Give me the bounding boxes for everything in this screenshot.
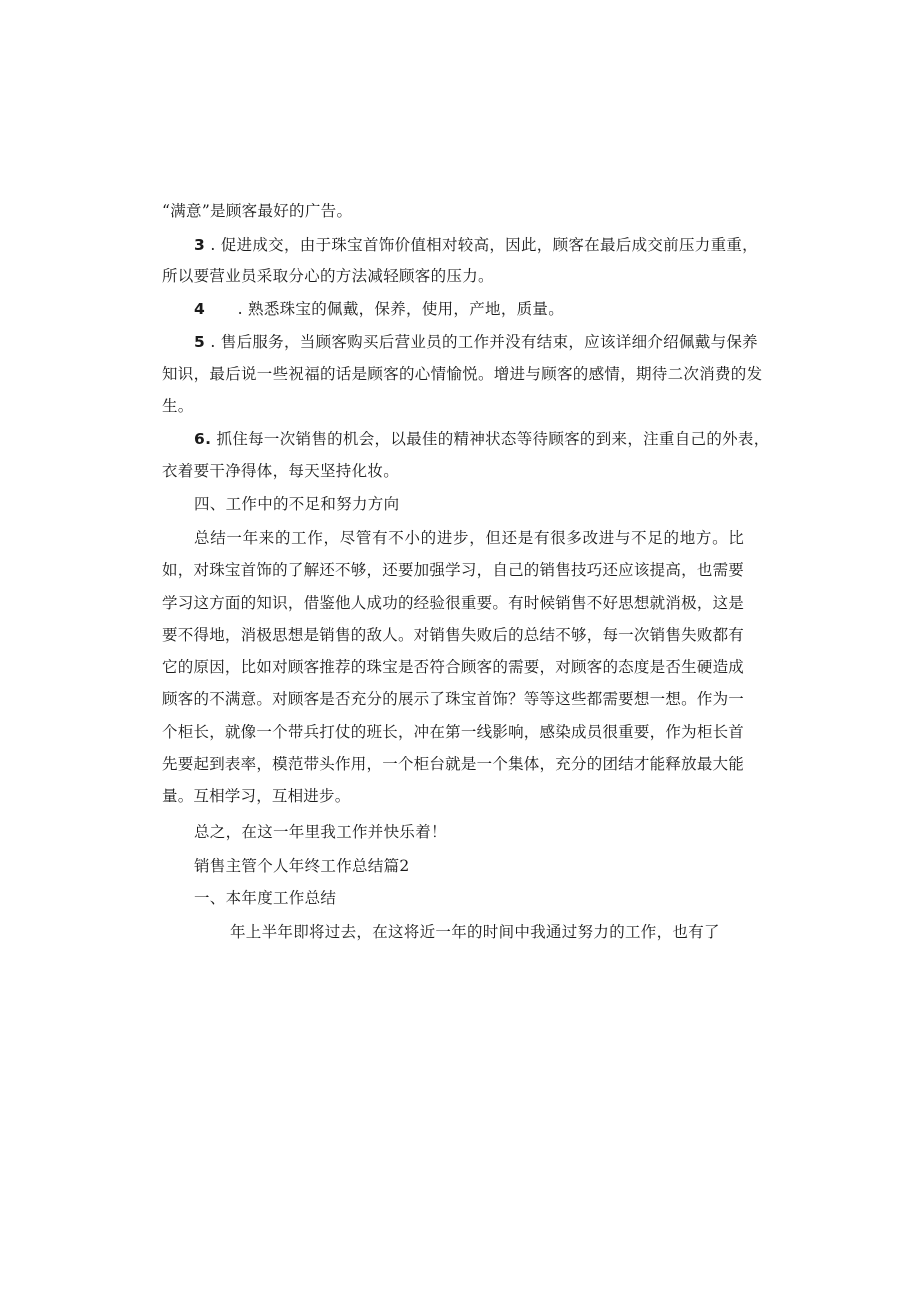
text-line: 衣着要干净得体，每天坚持化妆。: [162, 462, 400, 480]
conclusion-line: 总之，在这一年里我工作并快乐着！: [194, 823, 447, 841]
list-item-text: . 熟悉珠宝的佩戴，保养，使用，产地，质量。: [237, 300, 565, 318]
section-heading: 四、工作中的不足和努力方向: [194, 495, 400, 513]
text-line: 生。: [162, 397, 194, 415]
text-line: 知识，最后说一些祝福的话是顾客的心情愉悦。增进与顾客的感情，期待二次消费的发: [162, 365, 763, 383]
article-title: 销售主管个人年终工作总结篇2: [194, 857, 410, 875]
list-item-6: [194, 429, 770, 449]
list-item-5: [194, 332, 758, 352]
body-paragraph: 总结一年来的工作，尽管有不小的进步，但还是有很多改进与不足的地方。比如，对珠宝首饰的了解还不够，还要加强学习，自己的销售技巧还应该提高，也需要学习这方面的知识，借鉴他人成功的经验很重要。有时候销售不好思想就消极，这是要不得地，消极思想是销售的敌人。对销售失败后的总结不够，每一次销售失败都有它的原因，比如对顾客推荐的珠宝是否符合顾客的需要，对顾客的态度是否生硬造成顾客的不满意。对顾客是否充分的展示了珠宝首饰？等等这些都需要想一想。作为一个柜长，就像一个带兵打仗的班长，冲在第一线影响，感染成员很重要，作为柜长首先要起到表率，模范带头作用，一个柜台就是一个集体，充分的团结才能释放最大能量。互相学习，互相进步。: [162, 529, 744, 806]
text-line: “满意”是顾客最好的广告。: [162, 202, 353, 220]
list-number: 4: [194, 300, 206, 318]
list-number: 5: [194, 333, 206, 351]
list-number: 6.: [194, 430, 212, 448]
list-item-text: 抓住每一次销售的机会，以最佳的精神状态等待顾客的到来，注重自己的外表，: [216, 430, 770, 448]
list-number: 3: [194, 236, 206, 254]
list-item-3: [194, 235, 758, 255]
text-line: 年上半年即将过去，在这将近一年的时间中我通过努力的工作，也有了: [230, 923, 720, 941]
list-item-text: . 促进成交，由于珠宝首饰价值相对较高，因此，顾客在最后成交前压力重重，: [210, 236, 758, 254]
list-item-4: [194, 299, 564, 319]
list-item-text: . 售后服务，当顾客购买后营业员的工作并没有结束，应该详细介绍佩戴与保养: [210, 333, 758, 351]
section-heading: 一、本年度工作总结: [194, 889, 337, 907]
text-line: 所以要营业员采取分心的方法减轻顾客的压力。: [162, 267, 494, 285]
